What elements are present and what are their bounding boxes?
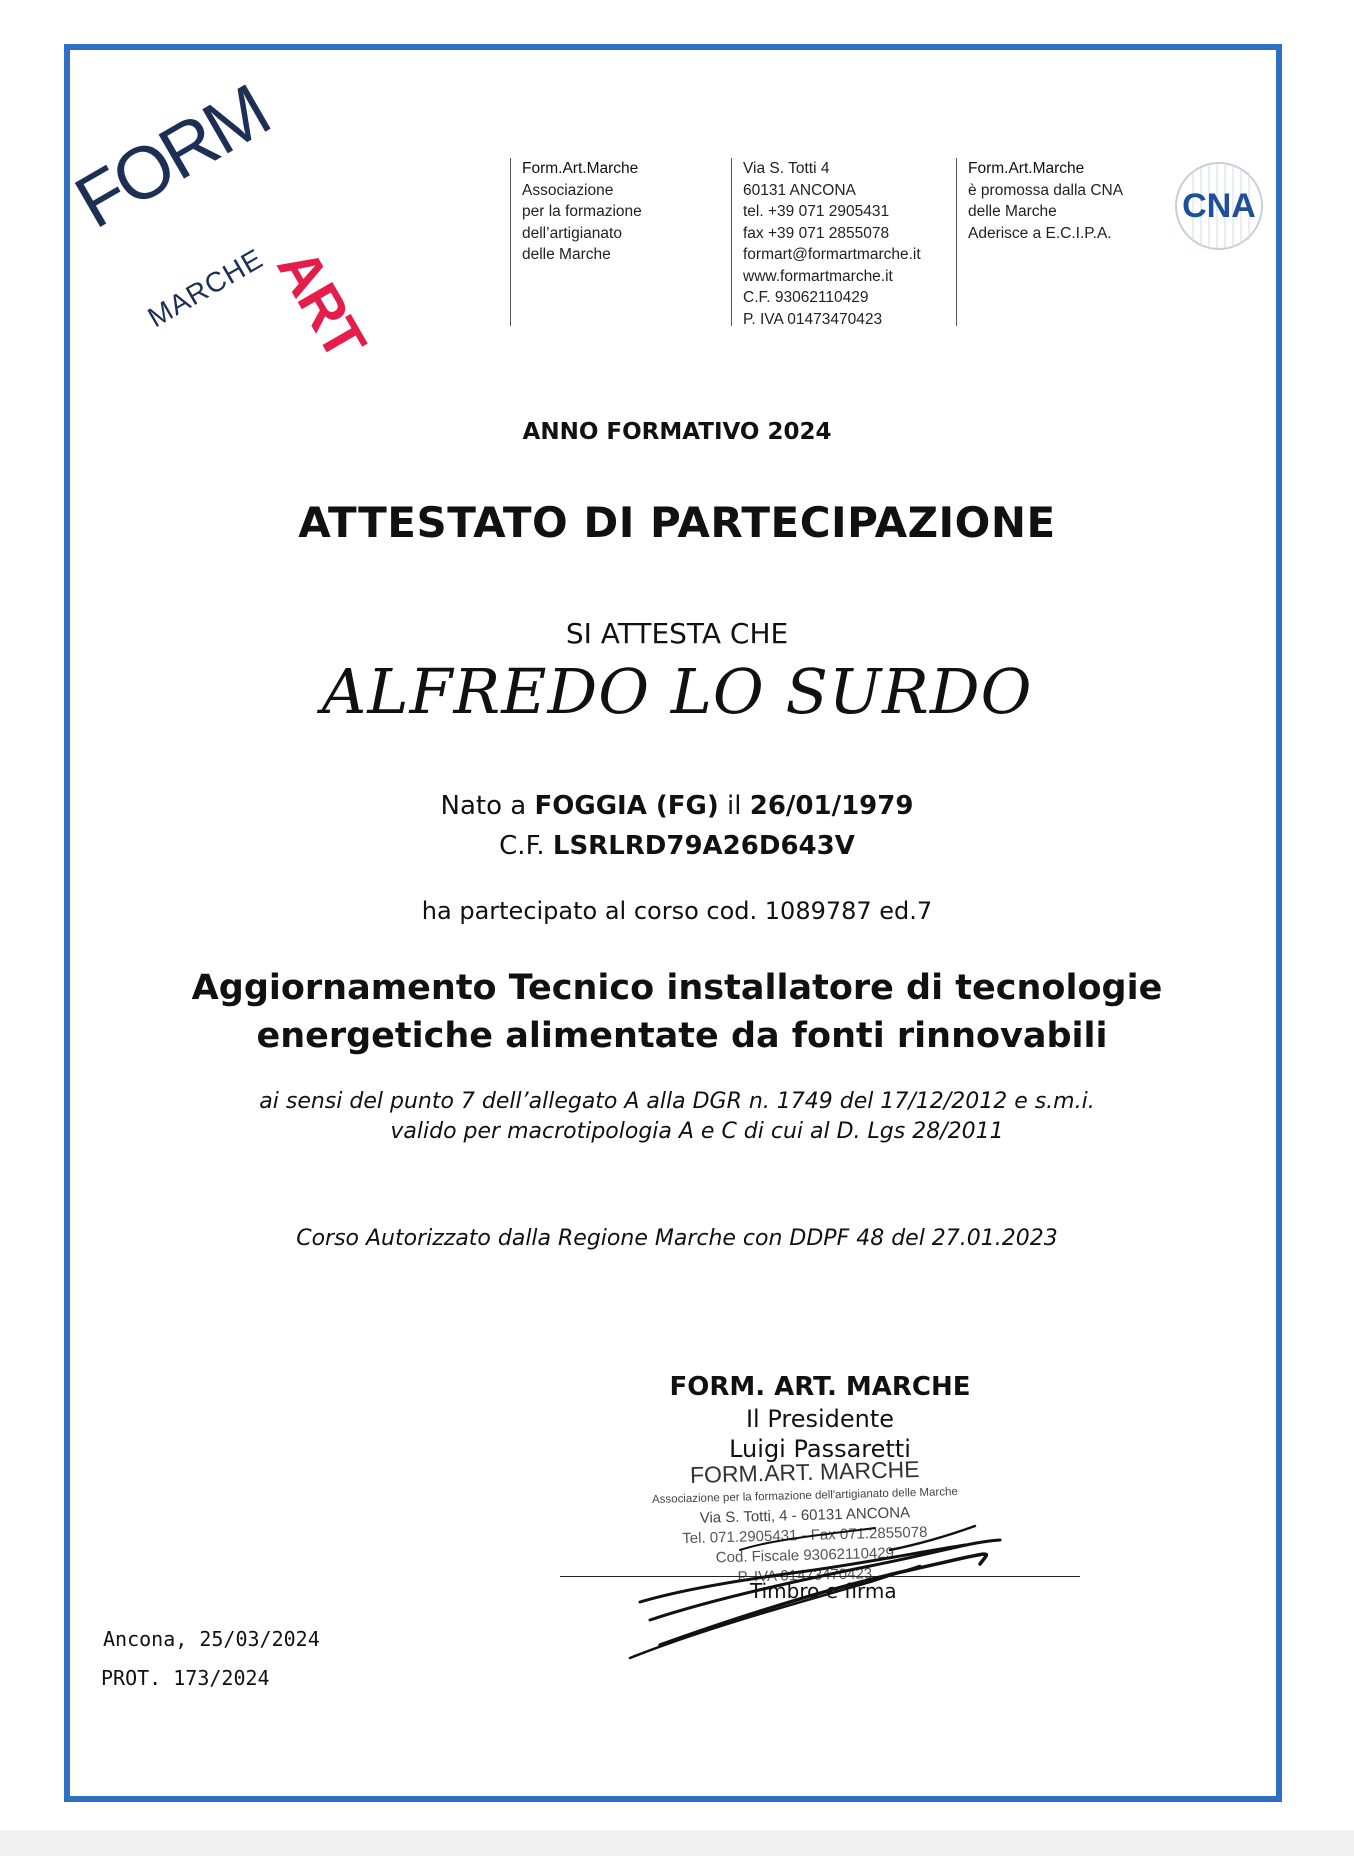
birth-il: il	[718, 791, 750, 821]
header-line: Form.Art.Marche	[968, 160, 1085, 177]
legal-reference	[0, 1087, 1354, 1147]
handwritten-signature	[620, 1480, 1020, 1660]
header-column-promotion	[956, 158, 1123, 326]
header-line: formart@formartmarche.it	[743, 246, 921, 263]
fiscal-code-line	[0, 831, 1354, 861]
birth-place: FOGGIA (FG)	[534, 791, 719, 821]
fiscal-code: LSRLRD79A26D643V	[552, 831, 855, 861]
stamp-line: Associazione per la formazione dell'artigianato delle Marche	[651, 1486, 958, 1507]
header-column-association	[510, 158, 642, 326]
stamp-line: FORM.ART. MARCHE	[689, 1456, 920, 1489]
course-title	[0, 964, 1354, 1060]
header-line: delle Marche	[968, 203, 1057, 220]
signatory-entity: FORM. ART. MARCHE	[669, 1372, 971, 1402]
header-line: Via S. Totti 4	[743, 160, 830, 177]
stamp-line: Via S. Totti, 4 - 60131 ANCONA	[699, 1504, 911, 1527]
stamp-line: P. IVA 01473470423	[737, 1565, 873, 1586]
legal-line: valido per macrotipologia A e C di cui al D. Lgs 28/2011	[390, 1119, 1004, 1144]
header-line: fax +39 071 2855078	[743, 224, 890, 242]
stamp-line: Cod. Fiscale 93062110429	[715, 1544, 895, 1567]
birth-date: 26/01/1979	[749, 791, 914, 821]
issue-date: Ancona, 25/03/2024	[103, 1627, 320, 1651]
logo-marche: MARCHE	[142, 242, 269, 334]
participant-name: ALFREDO LO SURDO	[321, 655, 1033, 728]
course-title-line: Aggiornamento Tecnico installatore di tecnologie	[191, 968, 1163, 1008]
cna-text: CNA	[1182, 187, 1256, 225]
logo-form: FORM	[61, 69, 282, 244]
legal-line: ai sensi del punto 7 dell’allegato A alla DGR n. 1749 del 17/12/2012 e s.m.i.	[259, 1089, 1095, 1114]
page-bottom-strip	[0, 1830, 1354, 1856]
course-code: ha partecipato al corso cod. 1089787 ed.7	[421, 897, 933, 925]
formart-logo	[61, 60, 378, 369]
certificate-title: ATTESTATO DI PARTECIPAZIONE	[298, 498, 1056, 547]
header-line: Associazione	[522, 181, 614, 199]
stamp-line: Tel. 071.2905431 - Fax 071.2855078	[682, 1523, 928, 1548]
authorization: Corso Autorizzato dalla Regione Marche con DDPF 48 del 27.01.2023	[296, 1226, 1058, 1251]
header-line: 60131 ANCONA	[743, 181, 856, 199]
header-line: C.F. 93062110429	[743, 289, 869, 306]
signatory-role: Il Presidente	[745, 1405, 895, 1433]
training-year: ANNO FORMATIVO 2024	[522, 419, 832, 445]
header-line: Form.Art.Marche	[522, 160, 639, 177]
header-line: dell’artigianato	[522, 224, 622, 242]
header-line: www.formartmarche.it	[743, 267, 893, 285]
header-line: tel. +39 071 2905431	[743, 203, 890, 220]
header-line: P. IVA 01473470423	[743, 310, 883, 328]
birth-info	[0, 791, 1354, 821]
header-line: delle Marche	[522, 246, 611, 263]
birth-prefix: Nato a	[440, 791, 535, 821]
header-line: è promossa dalla CNA	[968, 181, 1124, 199]
header-line: per la formazione	[522, 203, 642, 220]
stamp-and-signature-label: Timbro e firma	[750, 1579, 897, 1603]
logo-art: ART	[264, 238, 378, 369]
cna-logo	[1173, 160, 1265, 252]
course-title-line: energetiche alimentate da fonti rinnovabili	[256, 1016, 1108, 1056]
protocol-number: PROT. 173/2024	[101, 1666, 270, 1690]
header-line: Aderisce a E.C.I.P.A.	[968, 224, 1112, 242]
signatory-name: Luigi Passaretti	[729, 1435, 911, 1463]
fiscal-code-prefix: C.F.	[499, 831, 553, 861]
attestation-line: SI ATTESTA CHE	[565, 617, 789, 650]
header-column-contacts	[731, 158, 921, 326]
